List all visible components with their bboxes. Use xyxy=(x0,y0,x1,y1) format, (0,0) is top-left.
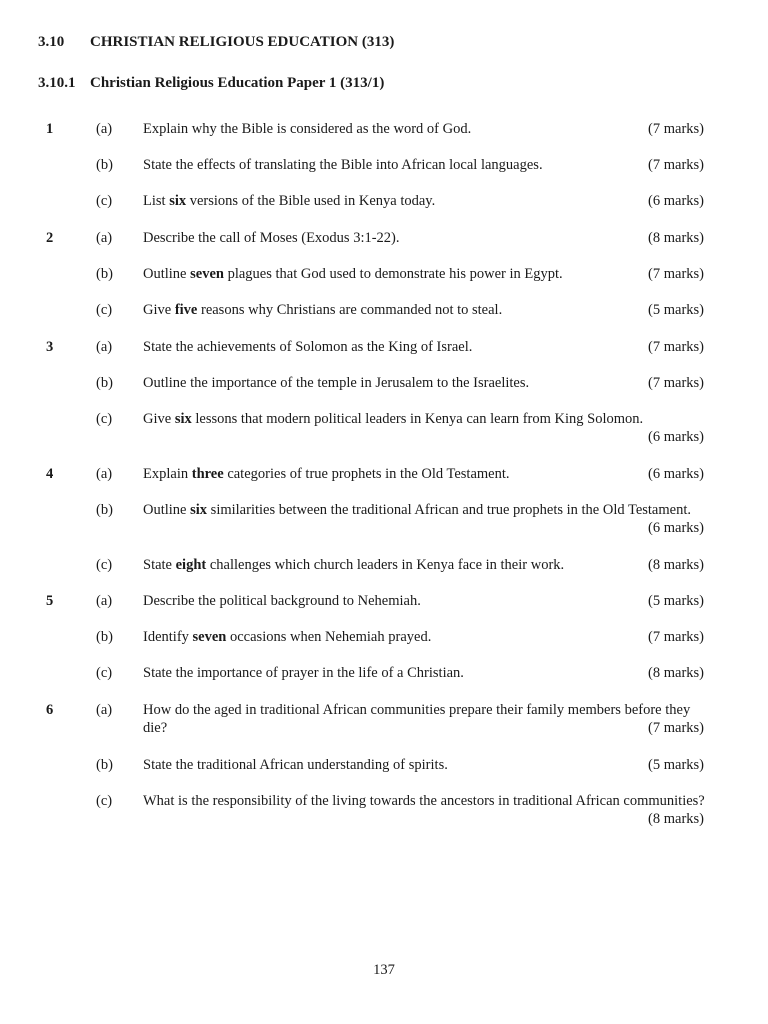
text-segment: State xyxy=(143,557,176,573)
question-text xyxy=(143,192,705,210)
question-text xyxy=(143,301,705,319)
emphasis-word: seven xyxy=(190,266,224,282)
text-segment: Describe the political background to Nehemiah. xyxy=(143,593,421,609)
section-title: CHRISTIAN RELIGIOUS EDUCATION (313) xyxy=(90,34,395,50)
question-text xyxy=(143,592,705,610)
part-letter: (c) xyxy=(96,557,113,573)
subsection-title: Christian Religious Education Paper 1 (313/1) xyxy=(90,75,385,91)
question-text xyxy=(143,156,705,174)
text-segment: State the effects of translating the Bible into African local languages. xyxy=(143,157,543,173)
text-segment: plagues that God used to demonstrate his power in Egypt. xyxy=(223,266,563,282)
part-letter: (a) xyxy=(96,466,113,482)
marks-label: (7 marks) xyxy=(648,720,704,736)
section-heading xyxy=(38,34,394,51)
question-number: 2 xyxy=(46,230,54,246)
emphasis-word: six xyxy=(174,411,192,427)
question-text xyxy=(143,792,705,810)
part-letter: (c) xyxy=(96,665,113,681)
question-text xyxy=(143,265,705,283)
subsection-heading xyxy=(38,75,384,92)
emphasis-word: six xyxy=(190,502,208,518)
emphasis-word: five xyxy=(174,302,198,318)
question-text xyxy=(143,664,705,682)
text-segment: lessons that modern political leaders in Kenya can learn from King Solomon. xyxy=(191,411,644,427)
marks-label: (8 marks) xyxy=(648,811,704,827)
section-number: 3.10 xyxy=(38,34,65,50)
part-letter: (b) xyxy=(96,375,113,391)
question-text xyxy=(143,229,705,247)
part-letter: (b) xyxy=(96,157,113,173)
question-number: 1 xyxy=(46,121,54,137)
marks-label: (6 marks) xyxy=(648,193,704,209)
page-number: 137 xyxy=(373,962,395,978)
marks-label: (7 marks) xyxy=(648,121,704,137)
marks-label: (6 marks) xyxy=(648,466,704,482)
part-letter: (a) xyxy=(96,121,113,137)
text-segment: Outline the importance of the temple in Jerusalem to the Israelites. xyxy=(143,375,530,391)
emphasis-word: eight xyxy=(175,557,207,573)
text-segment: Outline xyxy=(143,502,191,518)
emphasis-word: three xyxy=(191,466,224,482)
marks-label: (8 marks) xyxy=(648,230,704,246)
text-segment: Describe the call of Moses (Exodus 3:1-22). xyxy=(143,230,400,246)
question-text xyxy=(143,338,705,356)
text-segment: occasions when Nehemiah prayed. xyxy=(226,629,432,645)
question-text xyxy=(143,374,705,392)
part-letter: (b) xyxy=(96,502,113,518)
part-letter: (c) xyxy=(96,193,113,209)
text-segment: Outline xyxy=(143,266,191,282)
text-segment: challenges which church leaders in Kenya face in their work. xyxy=(206,557,565,573)
marks-label: (5 marks) xyxy=(648,757,704,773)
marks-label: (5 marks) xyxy=(648,593,704,609)
part-letter: (c) xyxy=(96,302,113,318)
part-letter: (c) xyxy=(96,411,113,427)
text-segment: Give xyxy=(143,302,175,318)
text-segment: similarities between the traditional African and true prophets in the Old Testament. xyxy=(207,502,691,518)
text-segment: Explain xyxy=(143,466,192,482)
text-segment: Explain why the Bible is considered as the word of God. xyxy=(143,121,472,137)
question-text xyxy=(143,701,705,737)
emphasis-word: six xyxy=(169,193,187,209)
part-letter: (b) xyxy=(96,757,113,773)
question-text xyxy=(143,556,705,574)
text-segment: Give xyxy=(143,411,175,427)
text-segment: State the achievements of Solomon as the King of Israel. xyxy=(143,339,473,355)
marks-label: (6 marks) xyxy=(648,429,704,445)
text-segment: versions of the Bible used in Kenya today. xyxy=(186,193,436,209)
question-number: 4 xyxy=(46,466,54,482)
question-text xyxy=(143,120,705,138)
question-text xyxy=(143,465,705,483)
text-segment: State the traditional African understanding of spirits. xyxy=(143,757,448,773)
question-number: 6 xyxy=(46,702,54,718)
marks-label: (7 marks) xyxy=(648,266,704,282)
subsection-number: 3.10.1 xyxy=(38,75,76,91)
emphasis-word: seven xyxy=(192,629,227,645)
marks-label: (7 marks) xyxy=(648,629,704,645)
part-letter: (c) xyxy=(96,793,113,809)
marks-label: (8 marks) xyxy=(648,557,704,573)
part-letter: (a) xyxy=(96,593,113,609)
text-segment: reasons why Christians are commanded not to steal. xyxy=(197,302,503,318)
question-number: 5 xyxy=(46,593,54,609)
marks-label: (6 marks) xyxy=(648,520,704,536)
text-segment: categories of true prophets in the Old Testament. xyxy=(223,466,510,482)
question-text xyxy=(143,410,705,428)
text-segment: State the importance of prayer in the life of a Christian. xyxy=(143,665,464,681)
marks-label: (8 marks) xyxy=(648,665,704,681)
text-segment: What is the responsibility of the living towards the ancestors in traditional African communities? xyxy=(143,793,705,809)
text-segment: How do the aged in traditional African communities prepare their family members before they die? xyxy=(143,702,691,736)
part-letter: (b) xyxy=(96,266,113,282)
question-text xyxy=(143,501,705,519)
marks-label: (7 marks) xyxy=(648,375,704,391)
marks-label: (7 marks) xyxy=(648,157,704,173)
part-letter: (b) xyxy=(96,629,113,645)
question-number: 3 xyxy=(46,339,54,355)
part-letter: (a) xyxy=(96,339,113,355)
text-segment: List xyxy=(143,193,170,209)
question-text xyxy=(143,756,705,774)
text-segment: Identify xyxy=(143,629,193,645)
part-letter: (a) xyxy=(96,230,113,246)
marks-label: (7 marks) xyxy=(648,339,704,355)
question-text xyxy=(143,628,705,646)
marks-label: (5 marks) xyxy=(648,302,704,318)
part-letter: (a) xyxy=(96,702,113,718)
